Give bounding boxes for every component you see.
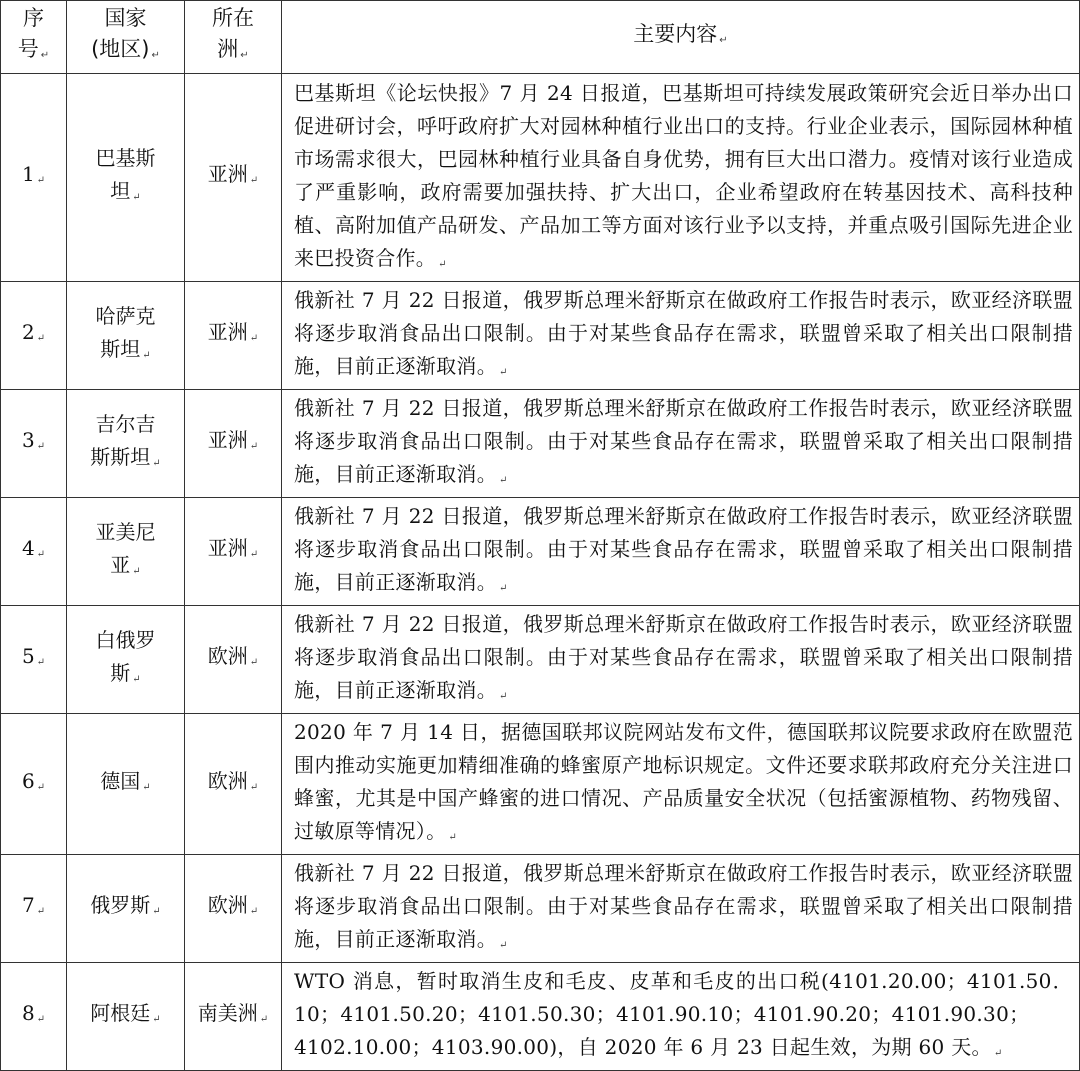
header-continent: 所在 洲 ↵ bbox=[185, 1, 282, 74]
row-country: 德国 ↵ bbox=[67, 714, 185, 855]
header-index: 序 号 ↵ bbox=[1, 1, 67, 74]
row-content: 俄新社 7 月 22 日报道，俄罗斯总理米舒斯京在做政府工作报告时表示，欧亚经济联盟将逐步取消食品出口限制。由于对某些食品存在需求，联盟曾采取了相关出口限制措施，目前正逐渐取消。 ↵ bbox=[282, 282, 1080, 390]
paragraph-mark-icon: ↵ bbox=[36, 1014, 46, 1025]
row-content: 俄新社 7 月 22 日报道，俄罗斯总理米舒斯京在做政府工作报告时表示，欧亚经济联盟将逐步取消食品出口限制。由于对某些食品存在需求，联盟曾采取了相关出口限制措施，目前正逐渐取消。 ↵ bbox=[282, 606, 1080, 714]
row-country: 巴基斯 坦 ↵ bbox=[67, 74, 185, 282]
row-continent: 欧洲 ↵ bbox=[185, 855, 282, 963]
paragraph-mark-icon: ↵ bbox=[152, 457, 161, 469]
paragraph-mark-icon: ↵ bbox=[499, 583, 508, 594]
paragraph-mark-icon: ↵ bbox=[249, 441, 259, 452]
row-index: 1 ↵ bbox=[1, 74, 67, 282]
table-row bbox=[1, 606, 1080, 714]
paragraph-mark-icon: ↵ bbox=[249, 781, 259, 793]
paragraph-mark-icon: ↵ bbox=[36, 441, 46, 452]
paragraph-mark-icon: ↵ bbox=[249, 657, 259, 668]
paragraph-mark-icon: ↵ bbox=[249, 906, 259, 917]
header-country: 国家 (地区) ↵ bbox=[67, 1, 185, 74]
table-row bbox=[1, 714, 1080, 855]
row-index: 7 ↵ bbox=[1, 855, 67, 963]
row-continent: 欧洲 ↵ bbox=[185, 606, 282, 714]
table-row bbox=[1, 390, 1080, 498]
paragraph-mark-icon: ↵ bbox=[499, 475, 508, 486]
paragraph-mark-icon: ↵ bbox=[36, 549, 46, 560]
row-country: 哈萨克 斯坦 ↵ bbox=[67, 282, 185, 390]
paragraph-mark-icon: ↵ bbox=[499, 940, 508, 951]
table-row bbox=[1, 963, 1080, 1071]
row-content: 2020 年 7 月 14 日，据德国联邦议院网站发布文件，德国联邦议院要求政府在欧盟范围内推动实施更加精细准确的蜂蜜原产地标识规定。文件还要求联邦政府充分关注进口蜂蜜，尤其是中国产蜂蜜的进口情况、产品质量安全状况（包括蜜源植物、药物残留、过敏原等情况）。 ↵ bbox=[282, 714, 1080, 855]
paragraph-mark-icon: ↵ bbox=[36, 781, 46, 793]
paragraph-mark-icon: ↵ bbox=[448, 832, 458, 843]
paragraph-mark-icon: ↵ bbox=[240, 50, 249, 61]
row-index: 5 ↵ bbox=[1, 606, 67, 714]
paragraph-mark-icon: ↵ bbox=[152, 1014, 161, 1025]
row-continent: 亚洲 ↵ bbox=[185, 498, 282, 606]
paragraph-mark-icon: ↵ bbox=[36, 175, 46, 186]
row-country: 吉尔吉 斯斯坦 ↵ bbox=[67, 390, 185, 498]
row-content: 巴基斯坦《论坛快报》7 月 24 日报道，巴基斯坦可持续发展政策研究会近日举办出口促进研讨会，呼吁政府扩大对园林种植行业出口的支持。行业企业表示，国际园林种植市场需求很大，巴园林种植行业具备自身优势，拥有巨大出口潜力。疫情对该行业造成了严重影响，政府需要加强扶持、扩大出口，企业希望政府在转基因技术、高科技种植、高附加值产品研发、产品加工等方面对该行业予以支持，并重点吸引国际先进企业来巴投资合作。 ↵ bbox=[282, 74, 1080, 282]
row-continent: 亚洲 ↵ bbox=[185, 282, 282, 390]
row-continent: 亚洲 ↵ bbox=[185, 74, 282, 282]
paragraph-mark-icon: ↵ bbox=[719, 34, 728, 46]
paragraph-mark-icon: ↵ bbox=[40, 50, 50, 61]
paragraph-mark-icon: ↵ bbox=[499, 367, 508, 378]
paragraph-mark-icon: ↵ bbox=[438, 258, 447, 270]
paragraph-mark-icon: ↵ bbox=[259, 1014, 269, 1025]
paragraph-mark-icon: ↵ bbox=[36, 657, 46, 668]
row-content: 俄新社 7 月 22 日报道，俄罗斯总理米舒斯京在做政府工作报告时表示，欧亚经济联盟将逐步取消食品出口限制。由于对某些食品存在需求，联盟曾采取了相关出口限制措施，目前正逐渐取消。 ↵ bbox=[282, 855, 1080, 963]
row-country: 白俄罗 斯 ↵ bbox=[67, 606, 185, 714]
row-index: 2 ↵ bbox=[1, 282, 67, 390]
paragraph-mark-icon: ↵ bbox=[36, 906, 46, 917]
paragraph-mark-icon: ↵ bbox=[132, 673, 141, 685]
table-row bbox=[1, 498, 1080, 606]
paragraph-mark-icon: ↵ bbox=[142, 349, 151, 361]
paragraph-mark-icon: ↵ bbox=[152, 906, 161, 917]
row-country: 俄罗斯 ↵ bbox=[67, 855, 185, 963]
row-index: 8 ↵ bbox=[1, 963, 67, 1071]
row-content: 俄新社 7 月 22 日报道，俄罗斯总理米舒斯京在做政府工作报告时表示，欧亚经济联盟将逐步取消食品出口限制。由于对某些食品存在需求，联盟曾采取了相关出口限制措施，目前正逐渐取消。 ↵ bbox=[282, 390, 1080, 498]
row-index: 4 ↵ bbox=[1, 498, 67, 606]
row-country: 亚美尼 亚 ↵ bbox=[67, 498, 185, 606]
row-continent: 亚洲 ↵ bbox=[185, 390, 282, 498]
header-row bbox=[1, 1, 1080, 74]
row-content: 俄新社 7 月 22 日报道，俄罗斯总理米舒斯京在做政府工作报告时表示，欧亚经济联盟将逐步取消食品出口限制。由于对某些食品存在需求，联盟曾采取了相关出口限制措施，目前正逐渐取消。 ↵ bbox=[282, 498, 1080, 606]
table-row bbox=[1, 74, 1080, 282]
paragraph-mark-icon: ↵ bbox=[132, 191, 141, 203]
row-index: 3 ↵ bbox=[1, 390, 67, 498]
row-continent: 欧洲 ↵ bbox=[185, 714, 282, 855]
header-content: 主要内容 ↵ bbox=[282, 1, 1080, 74]
row-index: 6 ↵ bbox=[1, 714, 67, 855]
paragraph-mark-icon: ↵ bbox=[249, 175, 259, 186]
row-content: WTO 消息，暂时取消生皮和毛皮、皮革和毛皮的出口税(4101.20.00；4101.50．10；4101.50.20；4101.50.30；4101.90.10；4101.90.20；4101.90.30；4102.10.00；4103.90.00)，自 2020 年 6 月 23 日起生效，为期 60 天。 ↵ bbox=[282, 963, 1080, 1071]
paragraph-mark-icon: ↵ bbox=[142, 781, 151, 793]
paragraph-mark-icon: ↵ bbox=[993, 1048, 1003, 1059]
paragraph-mark-icon: ↵ bbox=[249, 549, 259, 560]
paragraph-mark-icon: ↵ bbox=[151, 50, 160, 61]
table-row bbox=[1, 282, 1080, 390]
paragraph-mark-icon: ↵ bbox=[499, 691, 508, 702]
table-row bbox=[1, 855, 1080, 963]
paragraph-mark-icon: ↵ bbox=[36, 333, 46, 344]
row-country: 阿根廷 ↵ bbox=[67, 963, 185, 1071]
paragraph-mark-icon: ↵ bbox=[249, 333, 259, 344]
paragraph-mark-icon: ↵ bbox=[132, 565, 141, 577]
row-continent: 南美洲 ↵ bbox=[185, 963, 282, 1071]
